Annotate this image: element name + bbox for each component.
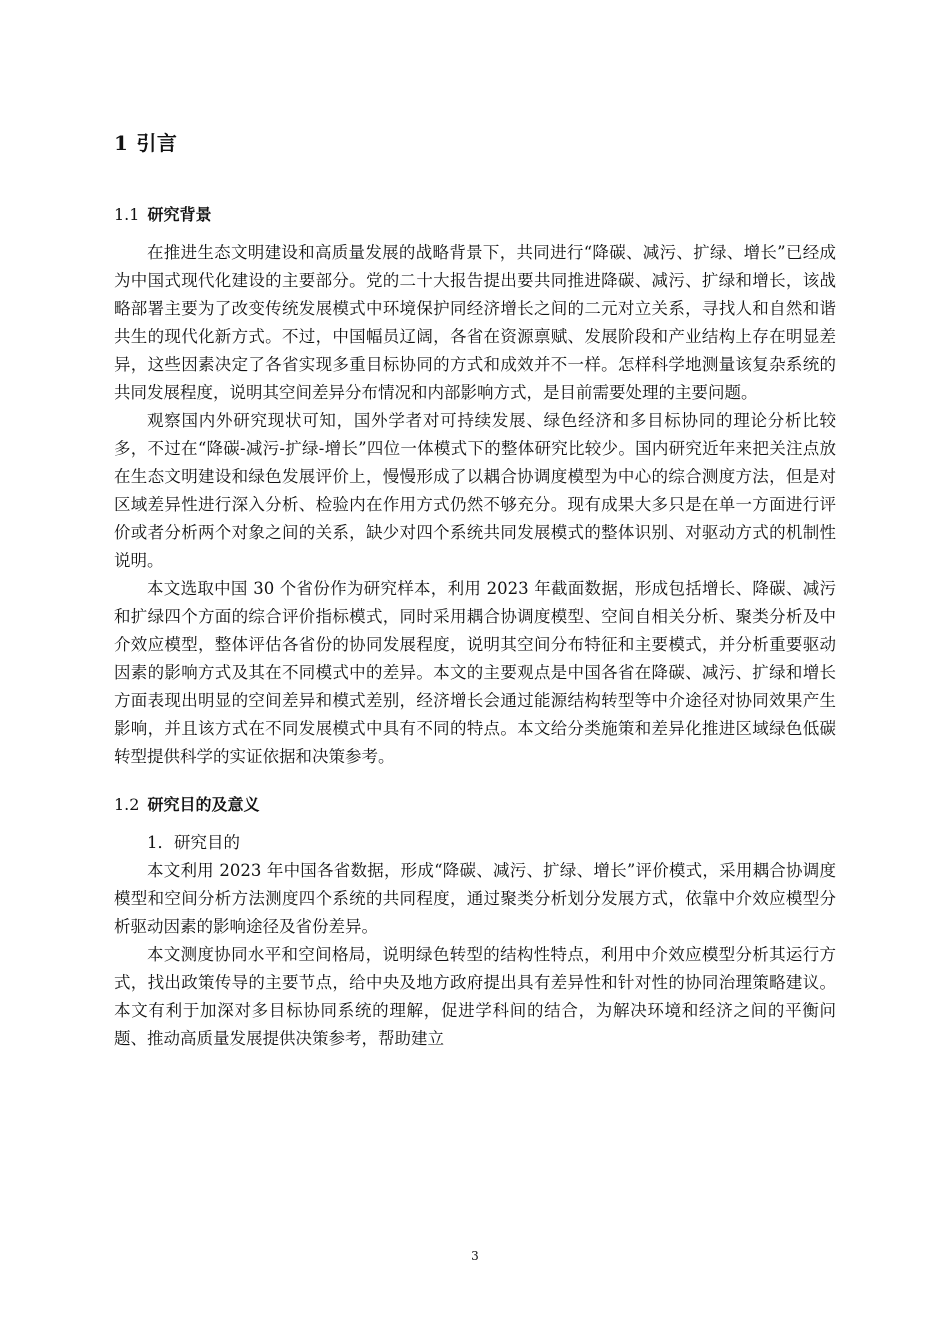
paragraph: 本文利用 2023 年中国各省数据，形成“降碳、减污、扩绿、增长”评价模式，采用耦合协调度模型和空间分析方法测度四个系统的共同程度，通过聚类分析划分发展方式，依靠中介效应模型分析驱动因素的影响途径及省份差异。: [114, 861, 836, 936]
paragraph: 本文测度协同水平和空间格局，说明绿色转型的结构性特点，利用中介效应模型分析其运行方式，找出政策传导的主要节点，给中央及地方政府提出具有差异性和针对性的协同治理策略建议。本文有利于加深对多目标协同系统的理解，促进学科间的结合，为解决环境和经济之间的平衡问题、推动高质量发展提供决策参考，帮助建立: [114, 945, 836, 1048]
paragraph: 观察国内外研究现状可知，国外学者对可持续发展、绿色经济和多目标协同的理论分析比较多，不过在“降碳-减污-扩绿-增长”四位一体模式下的整体研究比较少。国内研究近年来把关注点放在生态文明建设和绿色发展评价上，慢慢形成了以耦合协调度模型为中心的综合测度方法，但是对区域差异性进行深入分析、检验内在作用方式仍然不够充分。现有成果大多只是在单一方面进行评价或者分析两个对象之间的关系，缺少对四个系统共同发展模式的整体识别、对驱动方式的机制性说明。: [114, 411, 836, 570]
paragraph: 在推进生态文明建设和高质量发展的战略背景下，共同进行“降碳、减污、扩绿、增长”已经成为中国式现代化建设的主要部分。党的二十大报告提出要共同推进降碳、减污、扩绿和增长，该战略部署主要为了改变传统发展模式中环境保护同经济增长之间的二元对立关系，寻找人和自然和谐共生的现代化新方式。不过，中国幅员辽阔，各省在资源禀赋、发展阶段和产业结构上存在明显差异，这些因素决定了各省实现多重目标协同的方式和成效并不一样。怎样科学地测量该复杂系统的共同发展程度，说明其空间差异分布情况和内部影响方式，是目前需要处理的主要问题。: [114, 243, 836, 402]
page-number: 3: [471, 1249, 479, 1263]
chapter-number: 1: [114, 131, 129, 155]
chapter-heading: [114, 126, 836, 160]
section-title: 研究背景: [147, 205, 212, 224]
section-number: 1.1: [114, 205, 140, 224]
subheading: 1．研究目的: [147, 833, 240, 852]
paragraph: 本文选取中国 30 个省份作为研究样本，利用 2023 年截面数据，形成包括增长、降碳、减污和扩绿四个方面的综合评价指标模式，同时采用耦合协调度模型、空间自相关分析、聚类分析及中介效应模型，整体评估各省份的协同发展程度，说明其空间分布特征和主要模式，并分析重要驱动因素的影响方式及其在不同模式中的差异。本文的主要观点是中国各省在降碳、减污、扩绿和增长方面表现出明显的空间差异和模式差别，经济增长会通过能源结构转型等中介途径对协同效果产生影响，并且该方式在不同发展模式中具有不同的特点。本文给分类施策和差异化推进区域绿色低碳转型提供科学的实证依据和决策参考。: [114, 579, 836, 766]
page-content: [114, 126, 836, 1053]
section-number: 1.2: [114, 795, 140, 814]
section-heading-purpose: [114, 793, 836, 817]
chapter-title: 引言: [136, 131, 178, 155]
section-heading-background: [114, 203, 836, 227]
section-title: 研究目的及意义: [147, 795, 260, 814]
